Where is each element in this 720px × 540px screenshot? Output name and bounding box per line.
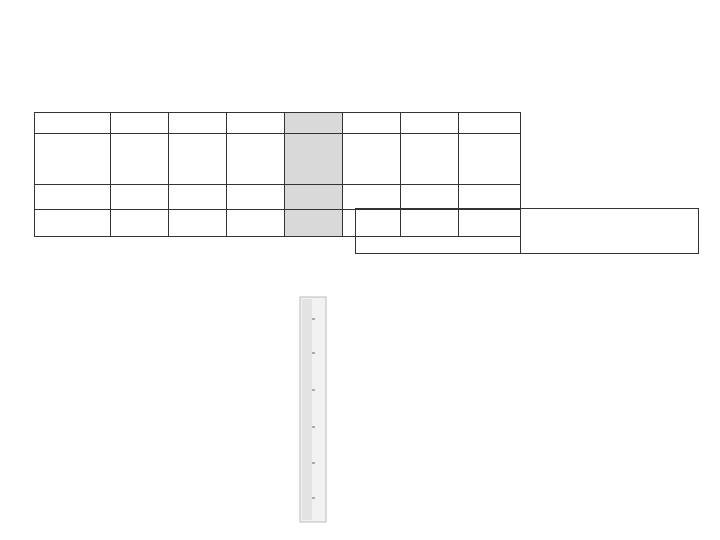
map-background [18,277,348,527]
table-row [35,185,521,210]
header-cell [111,113,169,134]
table-cell [285,210,343,237]
header-cell [169,113,227,134]
header-cell [227,113,285,134]
dose-header [521,209,699,254]
header-cell [343,113,401,134]
header-cell [35,113,111,134]
table-cell [343,185,401,210]
organ-dose-table [355,208,699,254]
table-cell [227,185,285,210]
row-label [35,210,111,237]
table-cell [227,210,285,237]
table-cell [401,185,459,210]
table-row [35,134,521,185]
colorbar [300,297,326,522]
table-cell [459,134,521,185]
header-cell [285,113,343,134]
table-cell [169,210,227,237]
table-cell [227,134,285,185]
header-cell [459,113,521,134]
table-cell [343,134,401,185]
table-cell [401,134,459,185]
table-cell [285,134,343,185]
isotope-header-row [35,113,521,134]
table-cell [111,134,169,185]
organ-header-row [356,209,699,254]
table-cell [285,185,343,210]
colorbar-strip [302,299,312,520]
row-label [35,185,111,210]
table-cell [169,134,227,185]
table-cell [111,185,169,210]
organ-header [356,209,521,254]
table-cell [459,185,521,210]
header-cell [401,113,459,134]
table-cell [169,185,227,210]
row-label [35,134,111,185]
table-cell [111,210,169,237]
dose-contour-map [18,277,348,527]
